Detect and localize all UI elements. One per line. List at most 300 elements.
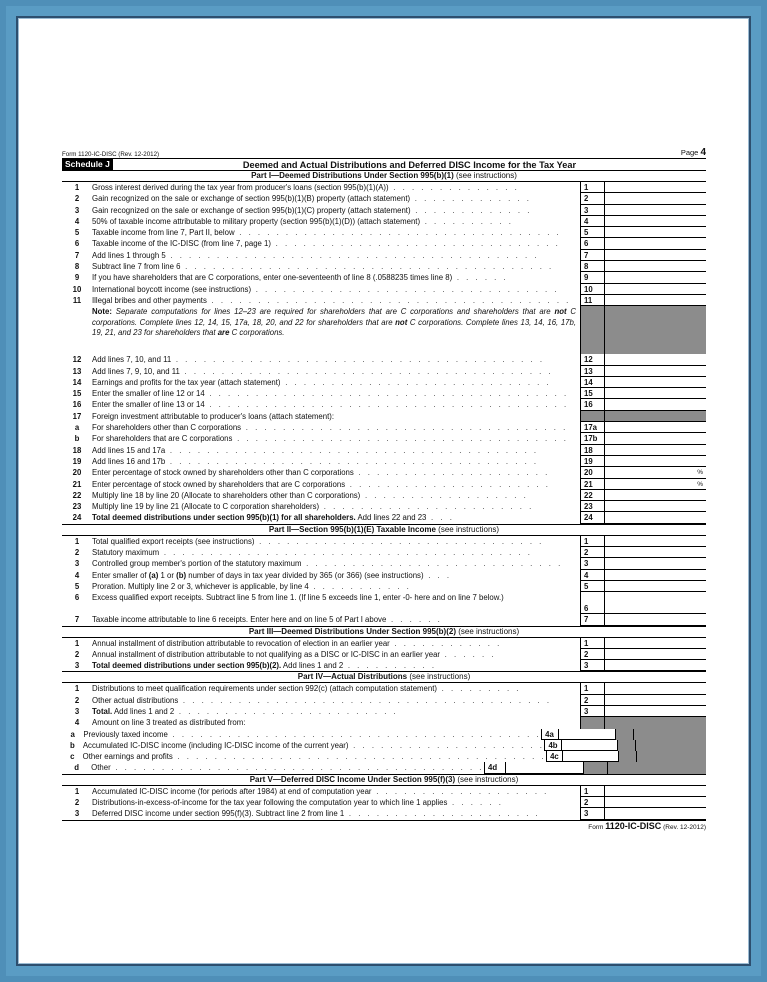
- line-number: 2: [74, 548, 80, 558]
- line-row: [62, 456, 706, 467]
- line-text: Multiply line 19 by line 21 (Allocate to C corporation shareholders): [92, 502, 320, 512]
- amount-field[interactable]: [604, 638, 706, 649]
- line-description: [92, 683, 580, 694]
- line-description: [92, 238, 580, 249]
- line-number: a: [74, 423, 80, 433]
- line-description: Foreign investment attributable to producer's loans (attach statement):: [92, 411, 335, 421]
- leader-dots: . . . . . . . . . . . . . . . . . . . . .: [348, 740, 545, 750]
- leader-dots: . . . . . . . . . . . . . . . . . . . . . . . . . . . . . . . . . . . . . . . .: [178, 695, 552, 705]
- line-box-number: 1: [580, 182, 604, 193]
- amount-field-p2-7[interactable]: [604, 614, 706, 625]
- part-1-lines-a: [62, 182, 706, 306]
- part-3-total-bold: Total deemed distributions under section 995(b)(2).: [92, 661, 282, 671]
- line-description: [92, 581, 580, 592]
- amount-field[interactable]: [604, 501, 706, 512]
- part-3-header: [62, 626, 706, 638]
- line-24-rest-text: Add lines 22 and 23: [357, 513, 427, 523]
- amount-field[interactable]: [604, 422, 706, 433]
- line-number: 20: [72, 468, 82, 478]
- line-description: [92, 433, 580, 444]
- shaded-amount: [633, 729, 706, 740]
- amount-field[interactable]: [604, 261, 706, 272]
- line-text: Controlled group member's portion of the statutory maximum: [92, 559, 302, 569]
- part-2-lines: [62, 536, 706, 570]
- line-description: Amount on line 3 treated as distributed from:: [92, 718, 246, 728]
- line-description: [92, 614, 580, 625]
- line-text: 50% of taxable income attributable to military property (section 995(b)(1)(D)) (attach statement): [92, 216, 421, 226]
- amount-field-p2-5[interactable]: [604, 581, 706, 592]
- page-number-value: 4: [700, 147, 706, 158]
- part-5-see: (see instructions): [457, 774, 519, 784]
- line-number: 21: [72, 479, 82, 489]
- line-number: 3: [74, 809, 80, 819]
- part-4-total-rest: Add lines 1 and 2: [113, 706, 175, 716]
- line-box-number: 2: [580, 797, 604, 808]
- line-number: 17: [72, 411, 82, 421]
- line-text: Total qualified export receipts (see instructions): [92, 536, 255, 546]
- line-text: Enter percentage of stock owned by shareholders other than C corporations: [92, 468, 354, 478]
- line-text: Annual installment of distribution attributable to not qualifying as a DISC or IC-DISC in an earlier year: [92, 649, 441, 659]
- line-row: [62, 422, 706, 433]
- line-number: 6: [74, 239, 80, 249]
- amount-field-24[interactable]: [604, 512, 706, 523]
- note-label: Note:: [92, 307, 112, 317]
- line-description: [92, 193, 580, 204]
- line-box-number: 2: [580, 193, 604, 204]
- line-text: Accumulated IC-DISC income (including IC-DISC income of the current year): [82, 740, 349, 750]
- leader-dots: . . . . . . . . . . . . . . . . . . . . .: [344, 809, 541, 819]
- line-number: b: [70, 740, 75, 750]
- line-number: 11: [72, 295, 82, 305]
- line-4-text-1: Enter smaller of: [92, 570, 147, 580]
- subline-amount-field[interactable]: [558, 729, 615, 740]
- page-footer: [62, 820, 706, 831]
- note-text: [92, 306, 580, 354]
- line-description: [91, 762, 484, 773]
- amount-field[interactable]: [604, 193, 706, 204]
- line-number: 23: [72, 502, 82, 512]
- line-text: Distributions to meet qualification requirements under section 992(c) (attach computation statement): [92, 684, 437, 694]
- amount-field[interactable]: [604, 683, 706, 694]
- leader-dots: . . . . . . . . . . . . . . . . . . . . . . . . . . . . . . . . . . . . . . . .: [167, 729, 542, 739]
- line-text: International boycott income (see instructions): [92, 284, 252, 294]
- line-number: 6: [74, 593, 80, 603]
- part-2-see: (see instructions): [438, 524, 500, 534]
- part-2-line-5-row: [62, 581, 706, 592]
- line-number: 9: [74, 273, 80, 283]
- note-not-2: not: [395, 317, 408, 327]
- line-number: 8: [74, 262, 80, 272]
- amount-field[interactable]: [604, 649, 706, 660]
- line-description: [92, 786, 580, 797]
- part-3-line-3-row: [62, 660, 706, 671]
- part-3-see: (see instructions): [458, 626, 520, 636]
- line-description: [92, 695, 580, 706]
- line-number: 2: [74, 798, 80, 808]
- amount-field[interactable]: [604, 295, 706, 306]
- line-number: 1: [74, 536, 80, 546]
- line-number: 4: [74, 718, 80, 728]
- leader-dots: . . . . . . . . . . . . .: [410, 205, 532, 215]
- line-description: [92, 536, 580, 547]
- subline-box-number: 4d: [484, 762, 506, 773]
- line-row: [62, 399, 706, 410]
- line-description: [92, 558, 580, 569]
- line-text: Multiply line 18 by line 20 (Allocate to shareholders other than C corporations): [92, 490, 361, 500]
- part-4-see: (see instructions): [409, 672, 471, 682]
- line-row: [62, 284, 706, 295]
- line-number: 4: [74, 570, 80, 580]
- footer-prefix: Form: [588, 823, 604, 831]
- line-6-text: Excess qualified export receipts. Subtract line 5 from line 1. (If line 5 exceeds line 1, enter -0- here and on line 7 below.): [92, 593, 504, 603]
- amount-field[interactable]: [604, 433, 706, 444]
- part-4-total-bold: Total.: [92, 706, 113, 716]
- line-text: Statutory maximum: [92, 548, 160, 558]
- line-box-number: 1: [580, 638, 604, 649]
- leader-dots: . . . . . . . . . . . . . . . . . . . . . . . . . . . . . . . . . . . .: [232, 434, 569, 444]
- part-1-see: (see instructions): [456, 171, 517, 180]
- line-text: Enter the smaller of line 12 or 14: [92, 389, 205, 399]
- note-are: are: [217, 328, 230, 338]
- line-row: [62, 227, 706, 238]
- line-text: Distributions-in-excess-of-income for the tax year following the computation year to which line 1 applies: [92, 798, 448, 808]
- leader-dots: . . .: [423, 570, 452, 580]
- line-box-number: 17b: [580, 433, 604, 444]
- line-row: [62, 547, 706, 558]
- amount-field[interactable]: [604, 547, 706, 558]
- line-number: 16: [72, 400, 82, 410]
- line-box-number: 5: [580, 581, 604, 592]
- amount-field[interactable]: [604, 284, 706, 295]
- amount-field[interactable]: [604, 797, 706, 808]
- note-part-2: C corporations. Complete lines 12, 14, 15, 17a, 18, 20, and 22 for shareholders that are: [92, 307, 577, 327]
- line-description: [92, 490, 580, 501]
- leader-dots: . . . . . .: [452, 273, 509, 283]
- schedule-label: Schedule J: [62, 159, 113, 170]
- note-shaded-amount: [604, 306, 706, 354]
- amount-field[interactable]: [604, 456, 706, 467]
- leader-dots: . . . . . . . . . . . . . . . . . . . . . . . . . . . . . . . . . . . . . . . .: [159, 548, 533, 558]
- percent-sign: %: [697, 469, 703, 477]
- part-4-shaded-box: [580, 717, 604, 728]
- line-17-shaded-box: [580, 411, 604, 422]
- leader-dots: . . . . . . . . . . . . .: [410, 194, 532, 204]
- leader-dots: . . . . . . . . . . . . . . . . . . . . . . . . . . . . . . . . . . .: [241, 423, 568, 433]
- line-row: [62, 695, 706, 706]
- amount-field-p4-3[interactable]: [604, 706, 706, 717]
- line-text: Add lines 16 and 17b: [92, 456, 166, 466]
- line-row: [62, 182, 706, 193]
- line-description: [92, 649, 580, 660]
- line-number: 3: [74, 205, 80, 215]
- part-1-lines-b: [62, 354, 706, 410]
- leader-dots: . . . . . . . . . . . . . . . . . . . . .: [353, 468, 550, 478]
- line-24-row: [62, 512, 706, 523]
- amount-field-p2-6[interactable]: [604, 592, 706, 614]
- line-description: [92, 570, 580, 581]
- line-row: [62, 683, 706, 694]
- line-description: [92, 706, 580, 717]
- line-row: [62, 354, 706, 365]
- line-description: [92, 261, 580, 272]
- line-4-a: (a): [148, 570, 159, 580]
- leader-dots: . . . . . . . . . . . . . . . . . . . . . . . . . . . . . . . . . . . . . . . .: [165, 445, 539, 455]
- line-number: 22: [72, 490, 82, 500]
- part-4-sublines: [62, 729, 706, 774]
- schedule-title: Deemed and Actual Distributions and Deferred DISC Income for the Tax Year: [242, 159, 577, 170]
- leader-dots: . . . . . . . . . . . . . . . . . . . . . . . . . . . . .: [280, 377, 552, 387]
- line-row: [62, 808, 706, 819]
- line-text: Other: [91, 763, 111, 773]
- line-number: d: [74, 763, 79, 773]
- page-prefix: Page: [680, 148, 699, 157]
- amount-field[interactable]: [604, 786, 706, 797]
- amount-field[interactable]: [604, 388, 706, 399]
- line-row: [62, 797, 706, 808]
- line-description: [92, 479, 580, 490]
- part-1-lines-c: [62, 422, 706, 512]
- leader-dots: . . . . . . . . . . . . . . . . . . . . . . . . . . . . . . . . . . . . . . . .: [110, 763, 484, 773]
- line-box-number: 23: [580, 501, 604, 512]
- leader-dots: . . . . . . . . . . . . . . . . . . . . . . . . . . . . . . . . . . . . . . . .: [172, 752, 547, 762]
- line-text: Taxable income from line 7, Part II, below: [92, 228, 235, 238]
- line-description: [83, 751, 546, 762]
- part-1-header: [62, 171, 706, 182]
- line-text: Illegal bribes and other payments: [92, 295, 207, 305]
- line-24-bold-text: Total deemed distributions under section 995(b)(1) for all shareholders.: [92, 513, 356, 523]
- subline-amount-field[interactable]: [505, 762, 583, 773]
- line-text: If you have shareholders that are C corporations, enter one-seventeenth of line 8 (.0588235 times line 8): [92, 273, 453, 283]
- leader-dots: . . . . . . . . . . . . . . . . . . . . . .: [345, 479, 551, 489]
- line-row: [62, 433, 706, 444]
- part-2-title: Part II—Section 995(b)(1)(E) Taxable Income: [268, 524, 436, 534]
- part-1-note: [62, 306, 706, 354]
- line-text: Other actual distributions: [92, 695, 179, 705]
- line-number: 24: [72, 513, 82, 523]
- line-number: 18: [72, 445, 82, 455]
- amount-field[interactable]: [604, 695, 706, 706]
- note-shaded-box: [580, 306, 604, 354]
- line-description: [83, 729, 541, 740]
- shaded-box: [618, 751, 636, 762]
- line-number: 5: [74, 581, 80, 591]
- part-2-line-6-row: [62, 592, 706, 614]
- line-row: [62, 377, 706, 388]
- line-text: Gain recognized on the sale or exchange of section 995(b)(1)(C) property (attach statement): [92, 205, 411, 215]
- subline-box-number: 4a: [541, 729, 558, 740]
- line-row: [62, 729, 706, 740]
- line-row: [62, 366, 706, 377]
- shaded-amount: [607, 762, 706, 773]
- line-number: 12: [72, 355, 82, 365]
- line-4-text-2: 1 or: [160, 570, 174, 580]
- line-box-number: 13: [580, 366, 604, 377]
- line-row: [62, 467, 706, 478]
- line-box-number: 20: [580, 467, 604, 478]
- line-box-number: 6: [580, 592, 604, 614]
- line-box-number: 2: [580, 695, 604, 706]
- leader-dots: . . . . . . . . . . .: [308, 581, 412, 591]
- leader-dots: . . . . . .: [447, 798, 504, 808]
- amount-field[interactable]: [604, 354, 706, 365]
- line-box-number: 15: [580, 388, 604, 399]
- leader-dots: . . . . . . . . . . . . . . . . . . . . . . . . . . . . . . . . . . . . . . .: [204, 400, 569, 410]
- line-description: [92, 182, 580, 193]
- amount-field[interactable]: [604, 250, 706, 261]
- note-not-1: not: [554, 307, 567, 317]
- amount-field-p3-3[interactable]: [604, 660, 706, 671]
- line-number: 3: [74, 706, 80, 716]
- amount-field[interactable]: [604, 479, 706, 490]
- leader-dots: . . . . . . . . . . . . . . . . . . . . . . . . . . . . . . . . . . . . . . . .: [171, 355, 545, 365]
- line-row: [62, 740, 706, 751]
- line-text: Add lines 7, 9, 10, and 11: [92, 366, 180, 376]
- amount-field[interactable]: [604, 558, 706, 569]
- line-description: [92, 354, 580, 365]
- line-text: Enter percentage of stock owned by shareholders that are C corporations: [92, 479, 346, 489]
- line-description: [92, 660, 580, 671]
- part-3-title: Part III—Deemed Distributions Under Section 995(b)(2): [248, 626, 456, 636]
- part-2-line-7-row: [62, 614, 706, 625]
- footer-revision: (Rev. 12-2012): [663, 823, 706, 831]
- amount-field[interactable]: [604, 216, 706, 227]
- line-box-number: 7: [580, 614, 604, 625]
- amount-field-p2-4[interactable]: [604, 570, 706, 581]
- line-number: a: [70, 729, 75, 739]
- part-4-line-3-row: [62, 706, 706, 717]
- line-box-number: 16: [580, 399, 604, 410]
- note-part-3: C corporations. Complete lines 13, 14, 16, 17b, 19, 21, and 23 for shareholders that: [92, 317, 577, 338]
- line-4-b: (b): [176, 570, 187, 580]
- leader-dots: . . . . . . . . .: [436, 684, 521, 694]
- line-description: [92, 547, 580, 558]
- leader-dots: . . . . . . . . . . . . . . . . . . . . . . . . . . . . . . . . .: [251, 284, 560, 294]
- line-row: [62, 216, 706, 227]
- line-number: 5: [74, 228, 80, 238]
- line-number: 1: [74, 684, 80, 694]
- line-description: [92, 388, 580, 399]
- line-box-number: 11: [580, 295, 604, 306]
- line-number: 2: [74, 649, 80, 659]
- line-row: [62, 295, 706, 306]
- subline-amount-field[interactable]: [561, 740, 617, 751]
- line-number: 2: [74, 695, 80, 705]
- line-row: [62, 501, 706, 512]
- amount-field[interactable]: [604, 366, 706, 377]
- leader-dots: . . . . . . . . . . . . . . . . . . . . . . . . . . . . . . . . . . . . . . . .: [180, 262, 554, 272]
- leader-dots: . . . . . . . . . . . . . . . . . .: [360, 490, 529, 500]
- line-7-text: Taxable income attributable to line 6 receipts. Enter here and on line 5 of Part I above: [92, 615, 387, 625]
- part-3-total-rest: Add lines 1 and 2: [282, 661, 344, 671]
- line-number: 7: [74, 615, 80, 625]
- amount-field[interactable]: [604, 205, 706, 216]
- line-box-number: 8: [580, 261, 604, 272]
- amount-field[interactable]: [604, 272, 706, 283]
- line-box-number: 9: [580, 272, 604, 283]
- line-17-shaded-amount: [604, 411, 706, 422]
- part-4-title: Part IV—Actual Distributions: [297, 672, 408, 682]
- part-4-header: [62, 671, 706, 683]
- line-number: c: [70, 752, 75, 762]
- subline-box-number: 4b: [544, 740, 561, 751]
- line-text: For shareholders other than C corporations: [92, 423, 242, 433]
- amount-field[interactable]: [604, 182, 706, 193]
- line-box-number: 18: [580, 445, 604, 456]
- line-text: For shareholders that are C corporations: [92, 434, 233, 444]
- line-row: [62, 649, 706, 660]
- line-box-number: 14: [580, 377, 604, 388]
- leader-dots: . . . . . . . . . . . . . . . . . . . . . . . . . . . . . . . . . . . . . . .: [204, 389, 569, 399]
- part-2-line-4-row: [62, 570, 706, 581]
- part-4-line-4-row: [62, 717, 706, 728]
- line-text: Taxable income of the IC-DISC (from line 7, page 1): [92, 239, 271, 249]
- line-box-number: 2: [580, 649, 604, 660]
- line-row: [62, 261, 706, 272]
- line-text: Previously taxed income: [83, 729, 168, 739]
- amount-field[interactable]: [604, 377, 706, 388]
- amount-field[interactable]: [604, 445, 706, 456]
- line-row: [62, 638, 706, 649]
- line-row: [62, 445, 706, 456]
- amount-field[interactable]: [604, 238, 706, 249]
- leader-dots: . . . . . . . . . . . . . . . . . . .: [371, 786, 549, 796]
- part-1-title: Part I—Deemed Distributions Under Section 995(b)(1): [251, 171, 454, 180]
- note-part-4: C corporations.: [231, 328, 285, 338]
- line-number: 3: [74, 661, 80, 671]
- line-description: [92, 592, 580, 614]
- line-box-number: 2: [580, 547, 604, 558]
- line-row: [62, 193, 706, 204]
- part-4-shaded-amount: [604, 717, 706, 728]
- part-2-header: [62, 524, 706, 536]
- line-description: [92, 272, 580, 283]
- line-text: Gain recognized on the sale or exchange of section 995(b)(1)(B) property (attach statement): [92, 194, 411, 204]
- line-box-number: 1: [580, 786, 604, 797]
- line-text: Annual installment of distribution attributable to revocation of election in an earlier year: [92, 638, 390, 648]
- part-3-lines: [62, 638, 706, 661]
- footer-form-number: 1120-IC-DISC: [605, 820, 662, 831]
- line-text: Earnings and profits for the tax year (attach statement): [92, 377, 281, 387]
- amount-field[interactable]: [604, 808, 706, 819]
- line-text: Other earnings and profits: [82, 752, 173, 762]
- amount-field[interactable]: [604, 536, 706, 547]
- amount-field[interactable]: [604, 490, 706, 501]
- line-box-number: 5: [580, 227, 604, 238]
- line-row: [62, 238, 706, 249]
- page-number: [681, 147, 706, 158]
- line-row: [62, 762, 706, 773]
- line-number: 4: [74, 216, 80, 226]
- leader-dots: . . .: [426, 513, 455, 523]
- line-row: [62, 272, 706, 283]
- amount-field[interactable]: [604, 399, 706, 410]
- part-4-lines: [62, 683, 706, 706]
- line-box-number: 3: [580, 706, 604, 717]
- line-description: [92, 467, 580, 478]
- line-number: 14: [72, 377, 82, 387]
- line-description: [92, 456, 580, 467]
- page-header: [62, 146, 706, 159]
- leader-dots: . . . . . .: [386, 615, 443, 625]
- subline-amount-field[interactable]: [562, 751, 617, 762]
- line-4-text-3: number of days in tax year divided by 365 (or 366) (see instructions): [188, 570, 424, 580]
- leader-dots: . . . . . . . . . . . . . . . . . . . . . . . . . . . . . . .: [270, 239, 561, 249]
- line-5-text: Proration. Multiply line 2 or 3, whichever is applicable, by line 4: [92, 581, 309, 591]
- amount-field[interactable]: [604, 227, 706, 238]
- amount-field[interactable]: [604, 467, 706, 478]
- leader-dots: . . . . . .: [440, 649, 497, 659]
- line-number: 10: [72, 284, 82, 294]
